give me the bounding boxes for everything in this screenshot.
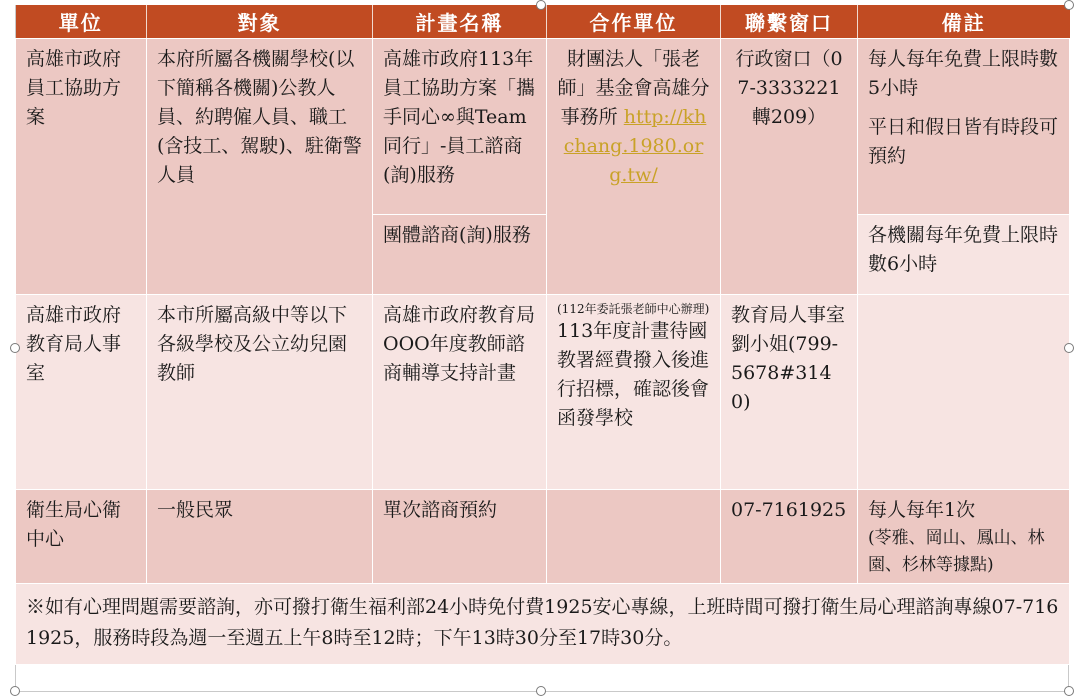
row1-note-a2: 平日和假日皆有時段可預約: [868, 116, 1059, 167]
table-row: [16, 584, 1070, 665]
row1-partner-cell: [547, 39, 721, 295]
row1-note-b: 各機關每年免費上限時數6小時: [858, 215, 1070, 295]
row3-partner: [547, 490, 721, 584]
header-unit: 單位: [16, 5, 147, 39]
header-contact: 聯繫窗口: [721, 5, 858, 39]
header-row: [16, 5, 1070, 39]
row3-plan: 單次諮商預約: [373, 490, 547, 584]
row2-target: 本市所屬高級中等以下各級學校及公立幼兒園教師: [147, 295, 373, 490]
row1-contact: 行政窗口（07-3333221轉209）: [721, 39, 858, 295]
row1-plan-a: 高雄市政府113年員工協助方案「攜手同心∞與Team同行」-員工諮商(詢)服務: [373, 39, 547, 215]
row1-unit: 高雄市政府員工協助方案: [16, 39, 147, 295]
footer-note: ※如有心理問題需要諮詢，亦可撥打衛生福利部24小時免付費1925安心專線，上班時間可撥打衛生局心理諮詢專線07-7161925，服務時段為週一至週五上午8時至12時；下午13時30分至17時30分。: [16, 584, 1070, 665]
row2-plan: 高雄市政府教育局OOO年度教師諮商輔導支持計畫: [373, 295, 547, 490]
row3-unit: 衛生局心衛中心: [16, 490, 147, 584]
header-partner: 合作單位: [547, 5, 721, 39]
row2-partner: 113年度計畫待國教署經費撥入後進行招標，確認後會函發學校: [557, 320, 710, 429]
row1-partner: 財團法人「張老師」基金會高雄分事務所: [557, 48, 710, 128]
resize-handle-left[interactable]: [10, 343, 20, 353]
row1-target: 本府所屬各機關學校(以下簡稱各機關)公教人員、約聘僱人員、職工(含技工、駕駛)、駐衛警人員: [147, 39, 373, 295]
row2-note: [858, 295, 1070, 490]
header-plan: 計畫名稱: [373, 5, 547, 39]
table-row: [16, 39, 1070, 215]
resize-handle-right[interactable]: [1064, 343, 1074, 353]
row2-partner-small: (112年委託張老師中心辦理): [557, 302, 710, 316]
row1-note-a: [858, 39, 1070, 215]
row2-partner-cell: [547, 295, 721, 490]
resize-handle-bottom-left[interactable]: [10, 686, 20, 696]
resize-handle-top-right[interactable]: [1064, 0, 1074, 10]
note-gap: [868, 103, 1059, 113]
row1-plan-b: 團體諮商(詢)服務: [373, 215, 547, 295]
resize-handle-top[interactable]: [536, 0, 546, 10]
table-row: [16, 295, 1070, 490]
header-note: 備註: [858, 5, 1070, 39]
partner-link[interactable]: http://khchang.1980.org.tw/: [563, 106, 707, 186]
row2-unit: 高雄市政府教育局人事室: [16, 295, 147, 490]
resize-handle-bottom-right[interactable]: [1064, 686, 1074, 696]
header-target: 對象: [147, 5, 373, 39]
table-row: [16, 490, 1070, 584]
resource-table: [15, 5, 1070, 665]
row2-contact: 教育局人事室劉小姐(799-5678#3140): [721, 295, 858, 490]
row3-note-sub: (苓雅、岡山、鳳山、林園、杉林等據點): [868, 528, 1045, 575]
row3-contact: 07-7161925: [721, 490, 858, 584]
row3-note-cell: [858, 490, 1070, 584]
row1-note-a1: 每人每年免費上限時數5小時: [868, 48, 1059, 99]
row3-note-main: 每人每年1次: [868, 499, 976, 521]
resize-handle-bottom[interactable]: [536, 686, 546, 696]
row3-target: 一般民眾: [147, 490, 373, 584]
